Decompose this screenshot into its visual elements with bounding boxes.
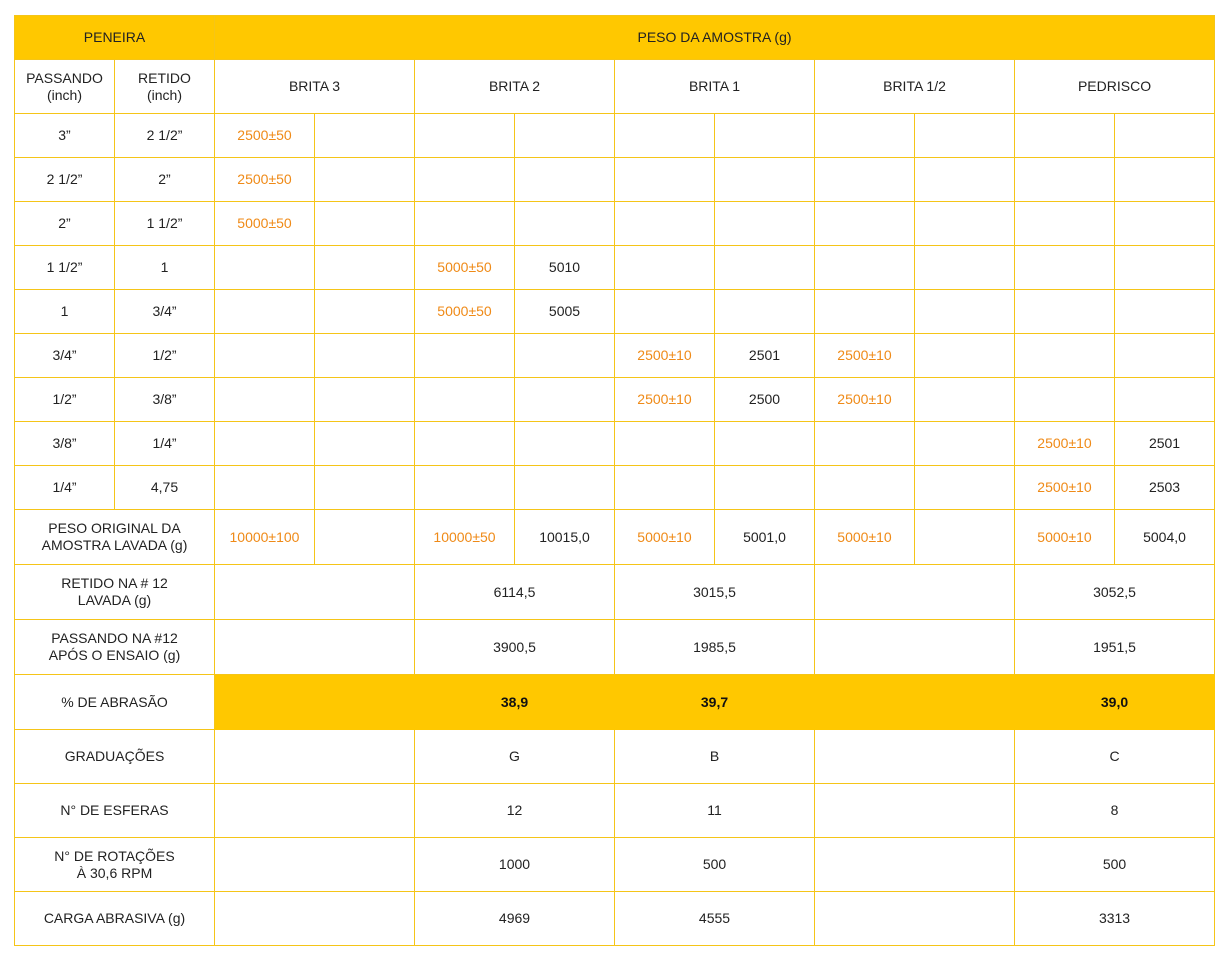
spec-weight-cell	[615, 422, 715, 466]
spec-weight-cell: 5000±10	[815, 510, 915, 565]
measured-weight-cell	[515, 158, 615, 202]
sieve-row	[15, 334, 1215, 378]
measured-weight-cell	[1115, 114, 1215, 158]
test-param-label: CARGA ABRASIVA (g)	[15, 892, 215, 946]
measured-weight-cell	[1115, 202, 1215, 246]
test-param-label: N° DE ESFERAS	[15, 784, 215, 838]
measured-weight-cell	[715, 422, 815, 466]
peso-amostra-header: PESO DA AMOSTRA (g)	[215, 16, 1215, 60]
summary-value: 3015,5	[615, 565, 815, 620]
header-row	[15, 16, 1215, 60]
passando-cell: 2 1/2”	[15, 158, 115, 202]
subheader-row	[15, 60, 1215, 114]
test-param-value	[815, 730, 1015, 784]
summary-row	[15, 620, 1215, 675]
measured-weight-cell	[915, 422, 1015, 466]
test-param-row	[15, 784, 1215, 838]
sieve-row	[15, 466, 1215, 510]
measured-weight-cell	[915, 378, 1015, 422]
spec-weight-cell	[1015, 378, 1115, 422]
measured-weight-cell	[315, 158, 415, 202]
test-param-value	[215, 784, 415, 838]
measured-weight-cell	[315, 422, 415, 466]
spec-weight-cell	[215, 334, 315, 378]
spec-weight-cell	[415, 378, 515, 422]
measured-weight-cell: 10015,0	[515, 510, 615, 565]
spec-weight-cell: 5000±50	[415, 290, 515, 334]
summary-value: 3900,5	[415, 620, 615, 675]
measured-weight-cell	[715, 114, 815, 158]
measured-weight-cell: 5004,0	[1115, 510, 1215, 565]
spec-weight-cell	[615, 466, 715, 510]
test-param-value	[215, 730, 415, 784]
passando-cell: 3/4”	[15, 334, 115, 378]
measured-weight-cell	[1115, 290, 1215, 334]
test-param-value	[815, 784, 1015, 838]
measured-weight-cell	[915, 114, 1015, 158]
test-param-value: 500	[1015, 838, 1215, 892]
spec-weight-cell	[1015, 114, 1115, 158]
test-param-value: 8	[1015, 784, 1215, 838]
retido-cell: 3/4”	[115, 290, 215, 334]
summary-value: 1951,5	[1015, 620, 1215, 675]
sieve-row	[15, 290, 1215, 334]
sieve-row	[15, 202, 1215, 246]
abrasao-label: % DE ABRASÃO	[15, 675, 215, 730]
group-pedrisco: PEDRISCO	[1015, 60, 1215, 114]
spec-weight-cell	[615, 202, 715, 246]
abrasion-test-sheet	[14, 15, 1215, 946]
spec-weight-cell	[215, 290, 315, 334]
spec-weight-cell: 10000±100	[215, 510, 315, 565]
test-param-value: 4969	[415, 892, 615, 946]
spec-weight-cell	[1015, 290, 1115, 334]
test-param-value: 500	[615, 838, 815, 892]
retido-cell: 1/2”	[115, 334, 215, 378]
group-brita-3: BRITA 3	[215, 60, 415, 114]
spec-weight-cell	[1015, 246, 1115, 290]
test-param-value: C	[1015, 730, 1215, 784]
spec-weight-cell: 2500±10	[815, 334, 915, 378]
spec-weight-cell	[1015, 202, 1115, 246]
abrasao-value: 38,9	[415, 675, 615, 730]
measured-weight-cell	[1115, 378, 1215, 422]
spec-weight-cell	[415, 202, 515, 246]
measured-weight-cell	[515, 466, 615, 510]
spec-weight-cell	[415, 334, 515, 378]
measured-weight-cell	[315, 466, 415, 510]
spec-weight-cell	[615, 246, 715, 290]
summary-value	[815, 565, 1015, 620]
measured-weight-cell	[915, 334, 1015, 378]
spec-weight-cell	[415, 158, 515, 202]
spec-weight-cell	[415, 422, 515, 466]
group-brita-1: BRITA 1	[615, 60, 815, 114]
summary-label: PASSANDO NA #12 APÓS O ENSAIO (g)	[15, 620, 215, 675]
passando-cell: 1	[15, 290, 115, 334]
sieve-row	[15, 158, 1215, 202]
spec-weight-cell	[615, 114, 715, 158]
passando-cell: 1 1/2”	[15, 246, 115, 290]
spec-weight-cell: 2500±10	[615, 378, 715, 422]
sieve-row	[15, 422, 1215, 466]
test-param-value	[215, 838, 415, 892]
abrasao-value: 39,0	[1015, 675, 1215, 730]
summary-row	[15, 565, 1215, 620]
spec-weight-cell	[1015, 334, 1115, 378]
spec-weight-cell	[1015, 158, 1115, 202]
retido-cell: 3/8”	[115, 378, 215, 422]
spec-weight-cell: 10000±50	[415, 510, 515, 565]
test-param-value: G	[415, 730, 615, 784]
test-param-label: GRADUAÇÕES	[15, 730, 215, 784]
spec-weight-cell: 2500±10	[815, 378, 915, 422]
test-param-row	[15, 892, 1215, 946]
measured-weight-cell	[315, 378, 415, 422]
measured-weight-cell	[315, 246, 415, 290]
passando-header: PASSANDO (inch)	[15, 60, 115, 114]
retido-cell: 2 1/2”	[115, 114, 215, 158]
passando-cell: 1/4”	[15, 466, 115, 510]
measured-weight-cell: 2503	[1115, 466, 1215, 510]
spec-weight-cell	[815, 246, 915, 290]
peso-original-row	[15, 510, 1215, 565]
test-param-value: 12	[415, 784, 615, 838]
spec-weight-cell: 5000±10	[1015, 510, 1115, 565]
spec-weight-cell	[815, 158, 915, 202]
test-param-label: N° DE ROTAÇÕES À 30,6 RPM	[15, 838, 215, 892]
spec-weight-cell	[215, 466, 315, 510]
retido-header: RETIDO (inch)	[115, 60, 215, 114]
spec-weight-cell: 2500±10	[615, 334, 715, 378]
measured-weight-cell	[915, 466, 1015, 510]
spec-weight-cell: 2500±10	[1015, 466, 1115, 510]
measured-weight-cell	[1115, 334, 1215, 378]
retido-cell: 2”	[115, 158, 215, 202]
measured-weight-cell: 2501	[715, 334, 815, 378]
measured-weight-cell: 5001,0	[715, 510, 815, 565]
passando-cell: 3”	[15, 114, 115, 158]
passando-cell: 2”	[15, 202, 115, 246]
summary-label: RETIDO NA # 12 LAVADA (g)	[15, 565, 215, 620]
spec-weight-cell: 2500±10	[1015, 422, 1115, 466]
measured-weight-cell	[315, 290, 415, 334]
retido-cell: 4,75	[115, 466, 215, 510]
passando-cell: 1/2”	[15, 378, 115, 422]
spec-weight-cell	[615, 290, 715, 334]
summary-value: 3052,5	[1015, 565, 1215, 620]
spec-weight-cell	[615, 158, 715, 202]
passando-cell: 3/8”	[15, 422, 115, 466]
spec-weight-cell	[415, 114, 515, 158]
test-param-value: 3313	[1015, 892, 1215, 946]
measured-weight-cell	[715, 290, 815, 334]
measured-weight-cell	[715, 158, 815, 202]
abrasion-table	[14, 15, 1215, 946]
test-param-value	[815, 838, 1015, 892]
spec-weight-cell: 5000±50	[215, 202, 315, 246]
measured-weight-cell	[915, 290, 1015, 334]
spec-weight-cell: 5000±50	[415, 246, 515, 290]
test-param-row	[15, 838, 1215, 892]
test-param-row	[15, 730, 1215, 784]
measured-weight-cell	[715, 202, 815, 246]
group-brita-2: BRITA 2	[415, 60, 615, 114]
sieve-row	[15, 114, 1215, 158]
summary-value	[215, 620, 415, 675]
test-param-value: 4555	[615, 892, 815, 946]
measured-weight-cell	[915, 158, 1015, 202]
measured-weight-cell	[915, 246, 1015, 290]
measured-weight-cell	[515, 114, 615, 158]
abrasao-value: 39,7	[615, 675, 815, 730]
summary-value	[815, 620, 1015, 675]
spec-weight-cell	[815, 466, 915, 510]
measured-weight-cell	[515, 378, 615, 422]
test-param-value: 1000	[415, 838, 615, 892]
summary-value: 1985,5	[615, 620, 815, 675]
retido-cell: 1/4”	[115, 422, 215, 466]
retido-cell: 1 1/2”	[115, 202, 215, 246]
measured-weight-cell	[515, 334, 615, 378]
measured-weight-cell	[315, 334, 415, 378]
spec-weight-cell: 2500±50	[215, 158, 315, 202]
spec-weight-cell: 2500±50	[215, 114, 315, 158]
group-brita-1-2: BRITA 1/2	[815, 60, 1015, 114]
measured-weight-cell	[915, 510, 1015, 565]
abrasao-value	[815, 675, 1015, 730]
measured-weight-cell: 2500	[715, 378, 815, 422]
spec-weight-cell	[215, 422, 315, 466]
measured-weight-cell	[515, 202, 615, 246]
spec-weight-cell: 5000±10	[615, 510, 715, 565]
measured-weight-cell	[315, 114, 415, 158]
test-param-value	[215, 892, 415, 946]
test-param-value	[815, 892, 1015, 946]
spec-weight-cell	[815, 114, 915, 158]
spec-weight-cell	[215, 378, 315, 422]
summary-value: 6114,5	[415, 565, 615, 620]
summary-value	[215, 565, 415, 620]
measured-weight-cell	[515, 422, 615, 466]
measured-weight-cell	[315, 510, 415, 565]
spec-weight-cell	[815, 290, 915, 334]
spec-weight-cell	[815, 202, 915, 246]
measured-weight-cell	[715, 466, 815, 510]
measured-weight-cell	[715, 246, 815, 290]
measured-weight-cell	[315, 202, 415, 246]
test-param-value: B	[615, 730, 815, 784]
measured-weight-cell: 2501	[1115, 422, 1215, 466]
measured-weight-cell	[1115, 158, 1215, 202]
peneira-header: PENEIRA	[15, 16, 215, 60]
spec-weight-cell	[815, 422, 915, 466]
abrasao-row	[15, 675, 1215, 730]
test-param-value: 11	[615, 784, 815, 838]
measured-weight-cell: 5010	[515, 246, 615, 290]
abrasao-value	[215, 675, 415, 730]
measured-weight-cell: 5005	[515, 290, 615, 334]
retido-cell: 1	[115, 246, 215, 290]
measured-weight-cell	[1115, 246, 1215, 290]
measured-weight-cell	[915, 202, 1015, 246]
sieve-row	[15, 378, 1215, 422]
spec-weight-cell	[415, 466, 515, 510]
spec-weight-cell	[215, 246, 315, 290]
sieve-row	[15, 246, 1215, 290]
peso-original-label: PESO ORIGINAL DA AMOSTRA LAVADA (g)	[15, 510, 215, 565]
